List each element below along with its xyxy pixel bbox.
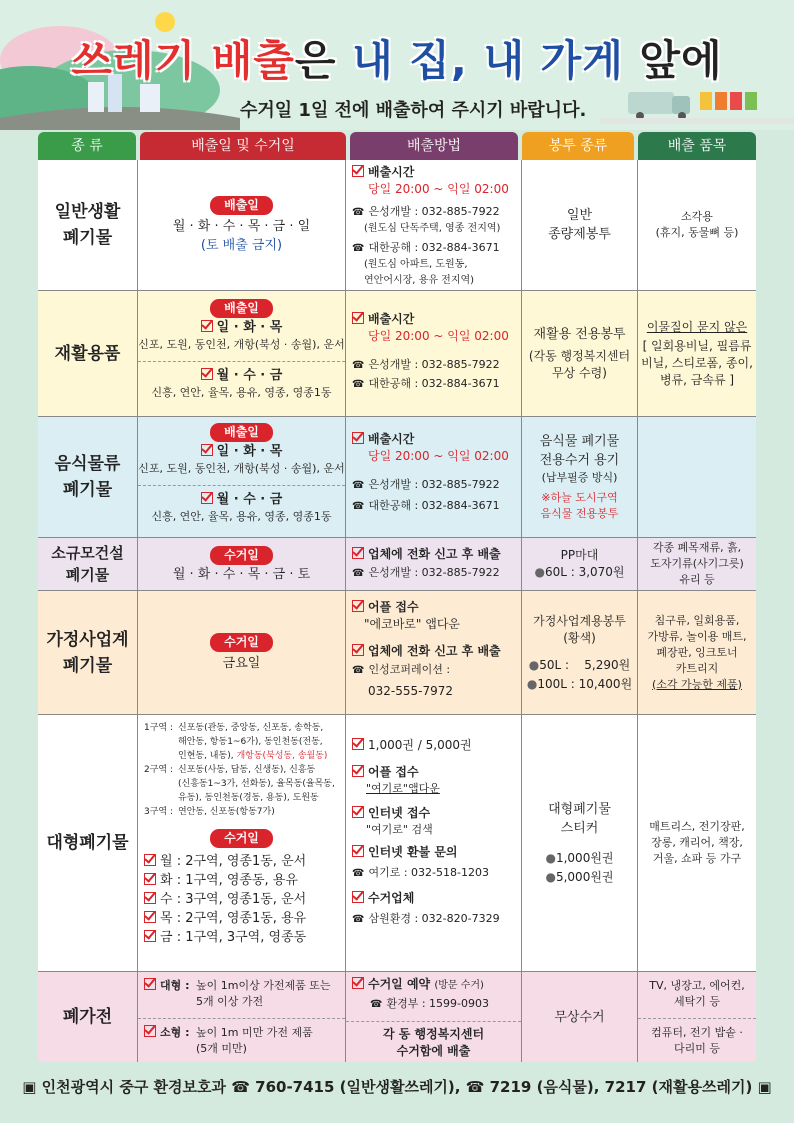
bag-label: 가정사업계용봉투 (황색) — [533, 613, 626, 645]
table-row-large — [38, 715, 756, 972]
items-label: 매트리스, 전기장판, 장롱, 캐리어, 책장, 거울, 쇼파 등 가구 — [649, 820, 745, 865]
badge-pill: 배출일 — [210, 423, 273, 442]
phone-icon: ☎ — [352, 665, 365, 676]
method-phone-1-number: 032-555-7972 — [368, 684, 454, 698]
items-cell — [638, 591, 756, 714]
zone-item — [144, 805, 345, 819]
bag-note-red: ※하늘 도시구역 음식물 전용봉투 — [540, 491, 619, 520]
bag-cell — [522, 160, 638, 290]
checkbox-icon — [352, 765, 364, 777]
row-type-label: 소규모건설 폐기물 — [51, 544, 124, 584]
page-title — [0, 28, 794, 88]
items-cell — [638, 972, 756, 1062]
schedule-area-2: 신흥, 연안, 율목, 용유, 영종, 영종1동 — [151, 510, 332, 523]
method-phone-1: 인성코퍼레이션 : — [368, 663, 451, 676]
schedule-item: 목 : 2구역, 영종1동, 용유 — [160, 911, 307, 926]
phone-icon: ☎ — [370, 999, 383, 1010]
method-phone-1: 환경부 : 1599-0903 — [386, 997, 490, 1010]
column-header-method: 배출방법 — [350, 132, 518, 160]
schedule-days: 월 · 화 · 수 · 목 · 금 · 일 — [172, 219, 311, 234]
appliance-big — [144, 978, 345, 1010]
checkbox-icon — [352, 600, 364, 612]
schedule-cell — [138, 591, 346, 714]
method-app-name: "에코바로" 앱다운 — [364, 617, 460, 631]
method-time: 당일 20:00 ~ 익일 02:00 — [368, 182, 509, 196]
schedule-days: 금요일 — [222, 656, 261, 671]
method-app: 어플 접수 — [368, 600, 419, 614]
schedule-list — [144, 852, 345, 947]
items-cell — [638, 715, 756, 971]
method-phone-2: 대한공해 : 032-884-3671 — [368, 241, 500, 254]
bullet-icon: ● — [534, 565, 545, 579]
phone-icon: ☎ — [352, 568, 365, 579]
bag-cell — [522, 972, 638, 1062]
schedule-area-1: 신포, 도원, 동인천, 개항(북성 · 송월), 운서 — [138, 338, 345, 351]
phone-icon: ☎ — [352, 914, 365, 925]
bag-cell — [522, 291, 638, 416]
phone-icon: ☎ — [352, 480, 365, 491]
schedule-cell — [138, 417, 346, 537]
method-web-name: "여기로" 검색 — [366, 823, 433, 836]
method-phone-2: 대한공해 : 032-884-3671 — [368, 377, 500, 390]
bag-cell — [522, 417, 638, 537]
row-type — [38, 538, 138, 590]
phone-icon: ☎ — [352, 379, 365, 390]
schedule-item: 화 : 1구역, 영종동, 용유 — [160, 873, 298, 888]
row-type-label: 폐가전 — [62, 1007, 113, 1027]
method-title: 배출시간 — [368, 312, 415, 326]
bullet-icon: ● — [545, 870, 556, 884]
method-cell — [346, 291, 522, 416]
bullet-icon: ● — [526, 676, 538, 691]
zone-key: 1구역 : — [144, 723, 174, 733]
method-phone-1: 은성개발 : 032-885-7922 — [368, 566, 500, 579]
items-cell — [638, 291, 756, 416]
method-cell — [346, 538, 522, 590]
method-title: 배출시간 — [368, 165, 415, 179]
checkbox-icon — [144, 1025, 156, 1037]
method-title: 수거일 예약 — [368, 977, 431, 991]
checkbox-icon — [352, 806, 364, 818]
bag-price: 60L : 3,070원 — [544, 565, 625, 579]
checkbox-icon — [144, 911, 156, 923]
row-type — [38, 972, 138, 1062]
zone-value: 연안동, 신포동(항동7가) — [178, 807, 275, 817]
row-type — [38, 291, 138, 416]
method-phone-1: 은성개발 : 032-885-7922 — [368, 205, 500, 218]
checkbox-icon — [352, 891, 364, 903]
table-row-food — [38, 417, 756, 538]
method-time: 당일 20:00 ~ 익일 02:00 — [368, 329, 509, 343]
method-app: 어플 접수 — [368, 765, 419, 779]
method-title-note: (방문 수거) — [434, 980, 484, 991]
method-cell — [346, 972, 522, 1062]
bag-label: 일반 종량제봉투 — [548, 208, 611, 242]
appliance-big-key: 대형 : — [160, 979, 190, 992]
row-type-label: 일반생활 폐기물 — [54, 202, 121, 248]
items-label-2: 컴퓨터, 전기 밥솥 · 다리미 등 — [651, 1026, 743, 1055]
bag-label: PP마대 — [560, 548, 599, 562]
row-type — [38, 591, 138, 714]
checkbox-icon — [352, 845, 364, 857]
items-cell — [638, 160, 756, 290]
checkbox-icon — [144, 873, 156, 885]
checkbox-icon — [352, 738, 364, 750]
badge-pill: 수거일 — [210, 546, 273, 565]
bullet-icon: ● — [545, 851, 556, 865]
checkbox-icon — [201, 368, 213, 380]
method-cell — [346, 160, 522, 290]
method-cell — [346, 591, 522, 714]
method-call: 업체에 전화 신고 후 배출 — [368, 644, 501, 658]
method-fee: 1,000권 / 5,000권 — [368, 738, 472, 752]
table-row-recycle — [38, 291, 756, 417]
method-refund: 인터넷 환불 문의 — [368, 845, 458, 859]
bag-label: 음식물 폐기물 전용수거 용기 — [539, 434, 620, 468]
bag-price-1: 50L : 5,290원 — [539, 657, 631, 672]
schedule-days-2: 월 · 수 · 금 — [216, 492, 283, 507]
method-phone-1: 은성개발 : 032-885-7922 — [368, 358, 500, 371]
zone-value: 신포동(사동, 답동, 신생동), 신흥동 (신흥동1~3가, 선화동), 율목동(율목동, 유동), 동인천동(경동, 용동), 도원동 — [178, 765, 335, 803]
phone-icon: ☎ — [352, 207, 365, 218]
badge-pill: 수거일 — [210, 829, 273, 848]
row-type — [38, 715, 138, 971]
title-part-1: 쓰레기 배출 — [71, 36, 295, 85]
items-label: 소각용 (휴지, 동물뼈 등) — [655, 210, 739, 239]
table-row-construction — [38, 538, 756, 591]
checkbox-icon — [352, 432, 364, 444]
schedule-days-1: 일 · 화 · 목 — [216, 320, 283, 335]
zone-item — [144, 721, 345, 763]
appliance-big-value: 높이 1m이상 가전제품 또는 5개 이상 가전 — [196, 979, 331, 1008]
items-cell — [638, 417, 756, 537]
row-type-label: 대형폐기물 — [46, 833, 129, 853]
method-phone-2-note: (원도심 아파트, 도원동, 연안어시장, 용유 전지역) — [364, 259, 475, 286]
schedule-item: 월 : 2구역, 영종1동, 운서 — [160, 854, 307, 869]
checkbox-icon — [144, 978, 156, 990]
bag-label: 재활용 전용봉투 — [533, 327, 626, 342]
method-cell — [346, 715, 522, 971]
method-box: 각 동 행정복지센터 수거함에 배출 — [382, 1027, 485, 1058]
subtitle: 수거일 1일 전에 배출하여 주시기 바랍니다. — [240, 100, 587, 121]
badge-pill: 수거일 — [210, 633, 273, 652]
bag-price-1: 1,000원권 — [555, 851, 614, 865]
table-row-general — [38, 160, 756, 291]
bag-note: (각동 행정복지센터 무상 수령) — [528, 349, 631, 380]
phone-icon: ☎ — [352, 360, 365, 371]
title-part-2: 은 — [294, 36, 353, 85]
column-header-type: 종 류 — [38, 132, 136, 160]
phone-icon: ☎ — [352, 501, 365, 512]
bag-label: 무상수거 — [554, 1009, 605, 1025]
method-cell — [346, 417, 522, 537]
table-row-appliance — [38, 972, 756, 1062]
phone-icon: ☎ — [352, 868, 365, 879]
schedule-item: 수 : 3구역, 영종1동, 운서 — [160, 892, 307, 907]
footer-contact: ▣ 인천광역시 중구 환경보호과 ☎ 760-7415 (일반생활쓰레기), ☎ 7219 (음식물), 7217 (재활용쓰레기) ▣ — [22, 1078, 772, 1096]
row-type — [38, 160, 138, 290]
appliance-small-value: 높이 1m 미만 가전 제품 (5개 미만) — [196, 1026, 313, 1055]
checkbox-icon — [352, 547, 364, 559]
header — [0, 0, 794, 130]
method-time: 당일 20:00 ~ 익일 02:00 — [368, 449, 509, 463]
checkbox-icon — [201, 320, 213, 332]
method-title: 업체에 전화 신고 후 배출 — [368, 547, 501, 561]
checkbox-icon — [352, 977, 364, 989]
method-phone-1: 은성개발 : 032-885-7922 — [368, 478, 500, 491]
method-phone-1-note: (원도심 단독주택, 영종 전지역) — [364, 223, 501, 234]
badge-pill: 배출일 — [210, 196, 273, 215]
schedule-cell — [138, 160, 346, 290]
column-header-bag: 봉투 종류 — [522, 132, 634, 160]
zone-value-red: 개항동(북성동, 송월동) — [233, 751, 328, 761]
method-app-name: "여기로"앱다운 — [366, 782, 440, 795]
schedule-days-1: 일 · 화 · 목 — [216, 444, 283, 459]
bullet-icon: ● — [528, 657, 540, 672]
items-cell — [638, 538, 756, 590]
bag-note: (납부필증 방식) — [541, 471, 618, 484]
checkbox-icon — [144, 854, 156, 866]
bag-label: 대형폐기물 스티커 — [548, 802, 611, 836]
schedule-note: (토 배출 금지) — [200, 238, 283, 253]
zone-list — [144, 721, 345, 819]
checkbox-icon — [352, 312, 364, 324]
zone-item — [144, 763, 345, 805]
title-part-3: 내 집, 내 가게 — [352, 36, 624, 85]
zone-key: 2구역 : — [144, 765, 174, 775]
method-phone-1: 여기로 : 032-518-1203 — [368, 866, 489, 879]
items-title: 이물질이 묻지 않은 — [646, 319, 748, 334]
zone-value: 신포동(관동, 중앙동, 신포동, 송학동, 해안동, 항동1~6가), 동인천동(전동, 인현동, 내동), — [178, 723, 324, 761]
row-type — [38, 417, 138, 537]
schedule-cell — [138, 715, 346, 971]
method-phone-2: 대한공해 : 032-884-3671 — [368, 499, 500, 512]
items-label: 각종 폐목재류, 흙, 도자기류(사기그릇) 유리 등 — [650, 541, 744, 586]
checkbox-icon — [144, 892, 156, 904]
schedule-days: 월 · 화 · 수 · 목 · 금 · 토 — [172, 567, 311, 582]
schedule-cell — [138, 538, 346, 590]
zone-key: 3구역 : — [144, 807, 174, 817]
method-company: 수거업체 — [368, 891, 415, 905]
items-note: (소각 가능한 제품) — [652, 677, 742, 691]
schedule-area-1: 신포, 도원, 동인천, 개항(북성 · 송월), 운서 — [138, 462, 345, 475]
row-type-label: 재활용품 — [54, 343, 121, 364]
appliance-small-key: 소형 : — [160, 1026, 190, 1039]
bag-price-2: 100L : 10,400원 — [537, 676, 633, 691]
bag-cell — [522, 538, 638, 590]
bag-cell — [522, 715, 638, 971]
method-phone-2: 삼원환경 : 032-820-7329 — [368, 912, 500, 925]
schedule-cell — [138, 291, 346, 416]
column-header-items: 배출 품목 — [638, 132, 756, 160]
items-label: [ 일회용비닐, 필름류 비닐, 스티로폼, 종이, 병류, 금속류 ] — [641, 338, 753, 387]
method-web: 인터넷 접수 — [368, 806, 431, 820]
checkbox-icon — [201, 492, 213, 504]
schedule-cell — [138, 972, 346, 1062]
items-label-1: TV, 냉장고, 에어컨, 세탁기 등 — [649, 979, 745, 1008]
items-label: 침구류, 일회용품, 가방류, 놀이용 매트, 폐장판, 잉크토너 카트리지 — [647, 613, 747, 675]
schedule-area-2: 신흥, 연안, 율목, 용유, 영종, 영종1동 — [151, 386, 332, 399]
schedule-item: 금 : 1구역, 3구역, 영종동 — [160, 930, 307, 945]
checkbox-icon — [201, 444, 213, 456]
row-type-label: 가정사업계 폐기물 — [46, 629, 129, 676]
row-type-label: 음식물류 폐기물 — [54, 454, 121, 500]
checkbox-icon — [352, 644, 364, 656]
checkbox-icon — [352, 165, 364, 177]
schedule-days-2: 월 · 수 · 금 — [216, 368, 283, 383]
title-part-4: 앞에 — [623, 36, 723, 85]
bag-price-2: 5,000원권 — [555, 870, 614, 884]
method-title: 배출시간 — [368, 432, 415, 446]
badge-pill: 배출일 — [210, 299, 273, 318]
table-row-business — [38, 591, 756, 715]
checkbox-icon — [144, 930, 156, 942]
bag-cell — [522, 591, 638, 714]
column-header-schedule: 배출일 및 수거일 — [140, 132, 346, 160]
phone-icon: ☎ — [352, 243, 365, 254]
appliance-small — [144, 1025, 345, 1057]
